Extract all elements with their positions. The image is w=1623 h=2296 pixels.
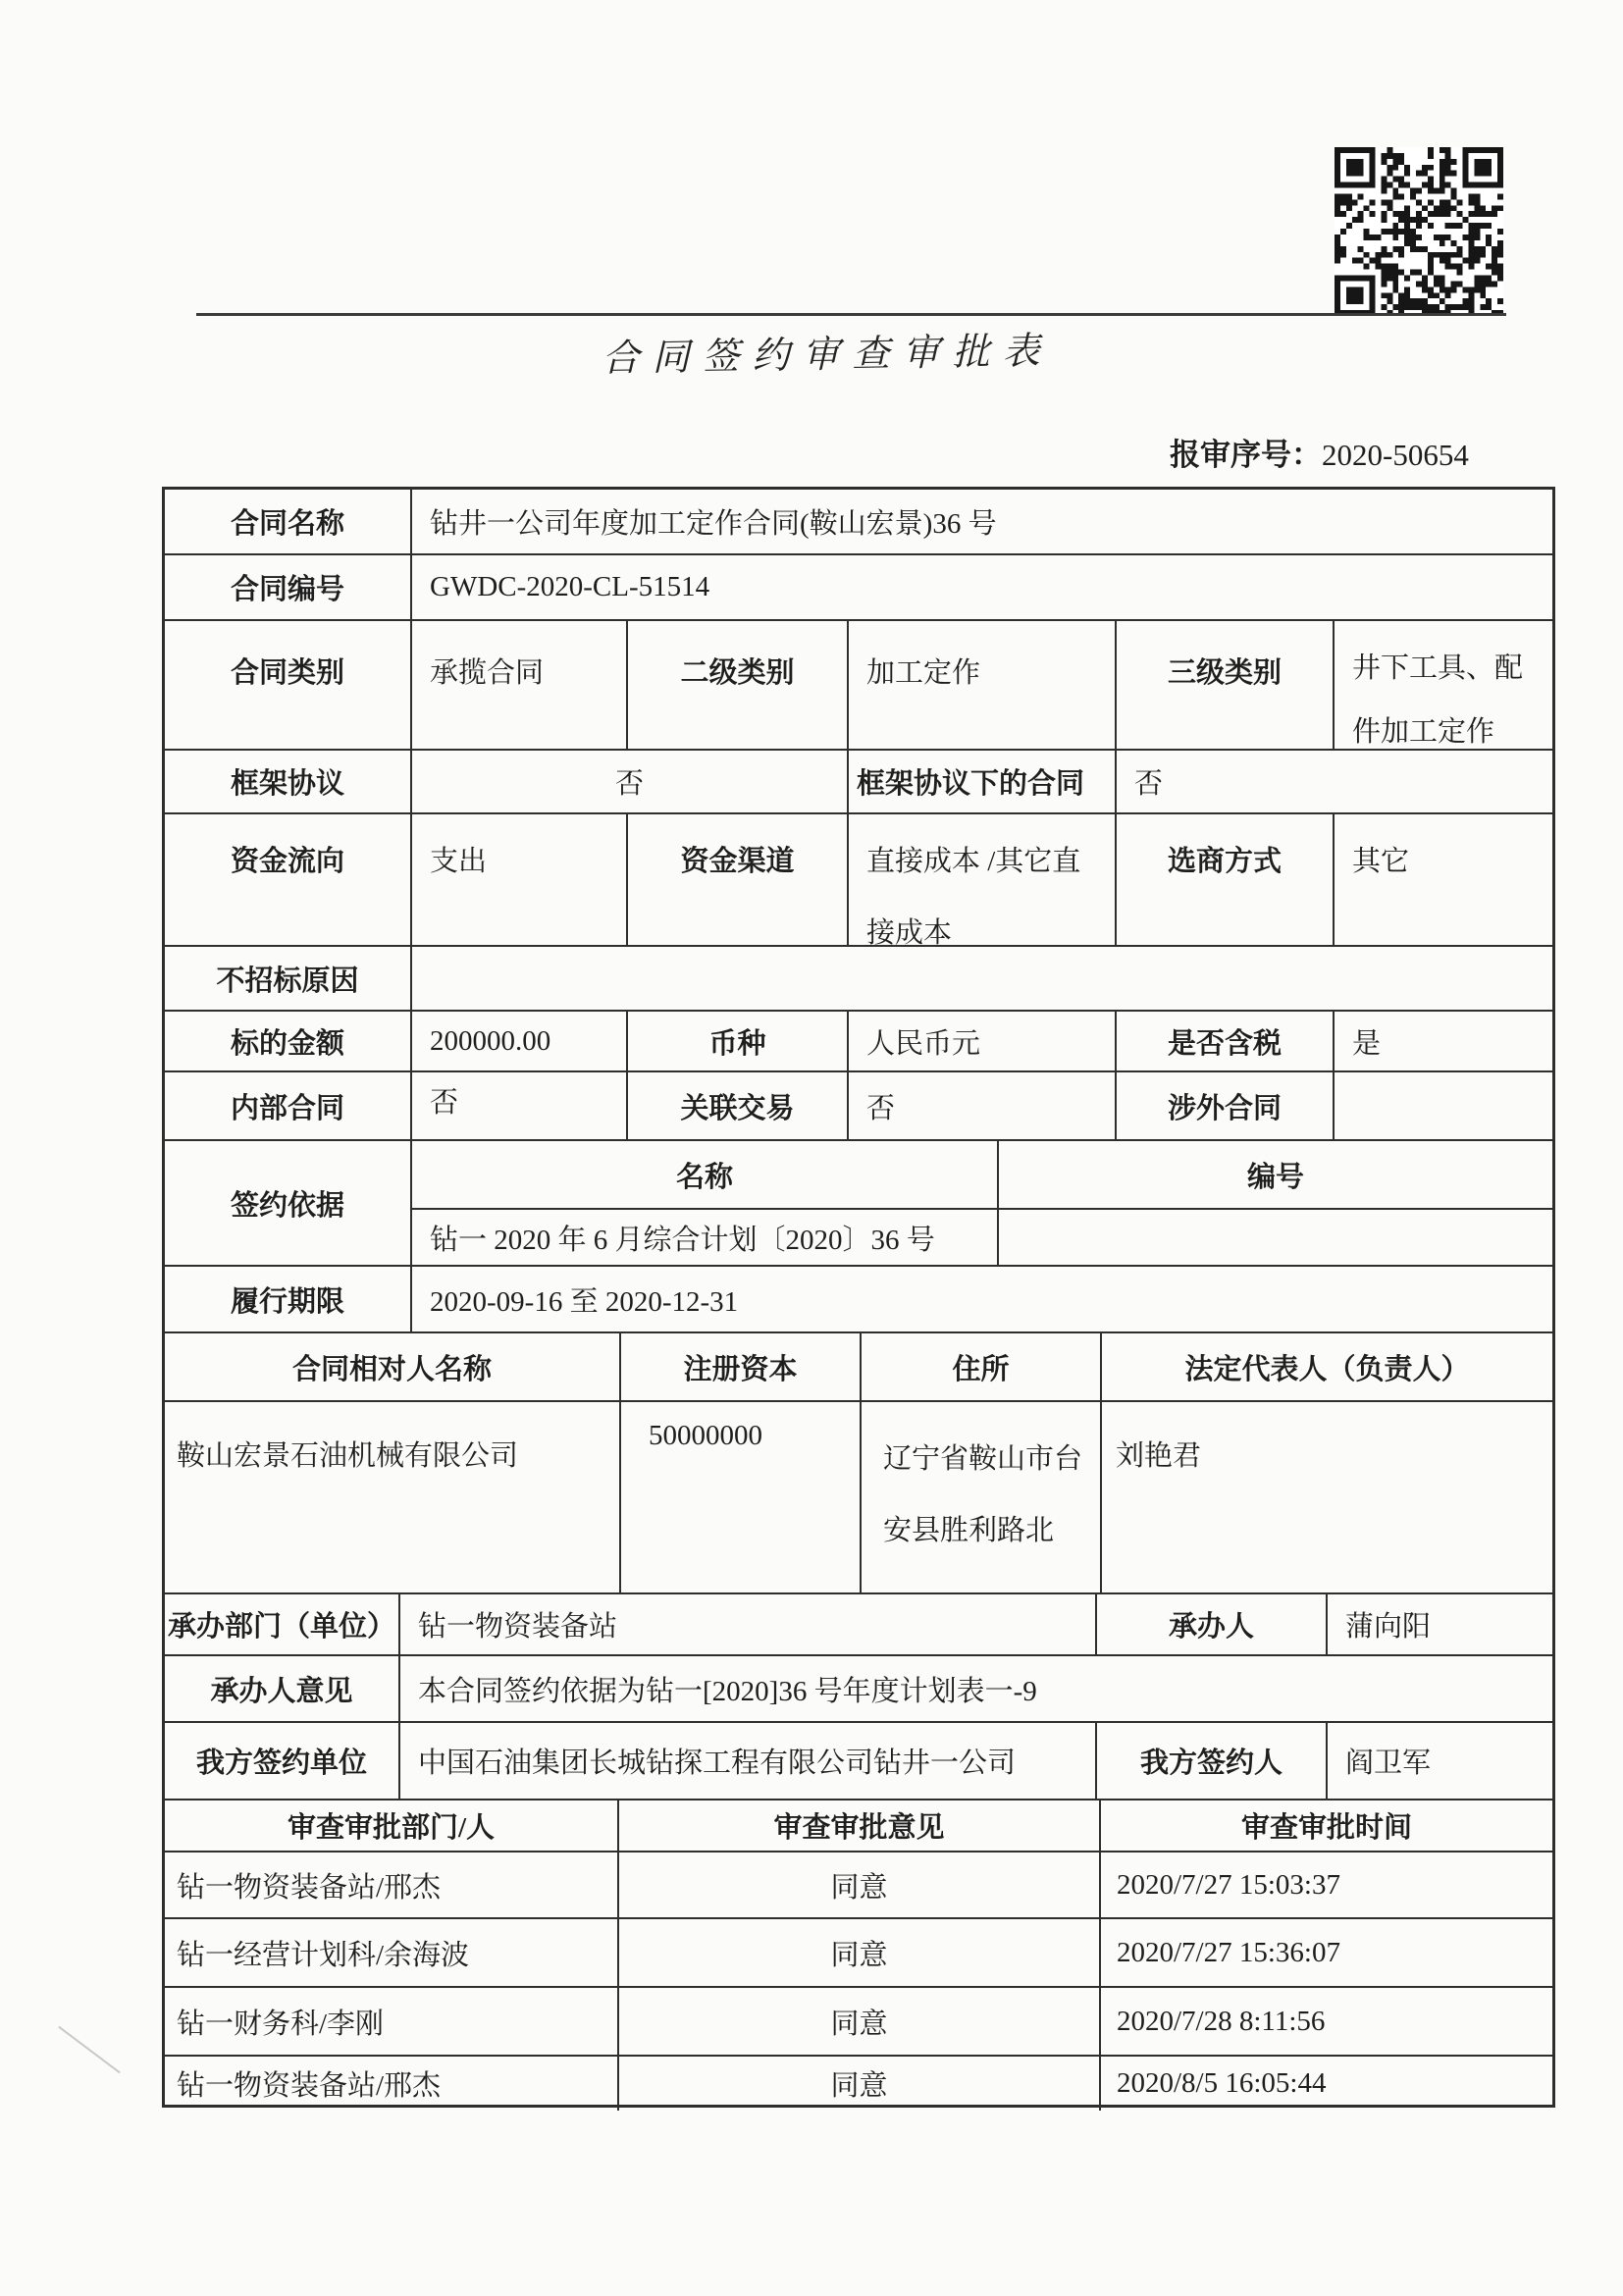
handler-opinion-label: 承办人意见 [165,1656,400,1721]
table-row [165,1333,1552,1402]
amount-value: 200000.00 [412,1012,628,1070]
approval-time: 2020/7/28 8:11:56 [1117,2005,1326,2037]
approval-time: 2020/8/5 16:05:44 [1117,2067,1327,2099]
table-row [165,1800,1552,1852]
no-bid-value [412,947,1552,1010]
approval-time-header: 审查审批时间 [1240,1812,1412,1844]
handler-person-label: 承办人 [1097,1594,1328,1654]
framework-sub-value: 否 [1134,768,1164,800]
funds-flow-label: 资金流向 [165,814,412,945]
approval-dept: 钻一物资装备站/邢杰 [165,1852,619,1917]
approval-opinion: 同意 [619,1919,1101,1986]
contract-name-value: 钻井一公司年度加工定作合同(鞍山宏景)36 号 [430,508,997,540]
our-signer-value: 阎卫军 [1345,1748,1432,1779]
approval-opinion-header: 审查审批意见 [619,1800,1101,1851]
table-row [165,947,1552,1012]
table-row [165,1072,1552,1141]
our-unit-label: 我方签约单位 [165,1723,400,1799]
approval-dept: 钻一经营计划科/余海波 [165,1919,619,1986]
table-row [165,1141,1552,1267]
basis-no-value [999,1210,1552,1265]
table-row [165,1402,1552,1594]
handler-dept-label: 承办部门（单位） [165,1594,400,1654]
framework-sub-label: 框架协议下的合同 [849,751,1117,812]
table-row [165,1656,1552,1723]
funds-flow-value: 支出 [412,814,628,945]
serial-label: 报审序号： [1170,438,1322,472]
approval-time: 2020/7/27 15:36:07 [1117,1936,1340,1968]
table-row [165,751,1552,814]
no-bid-label: 不招标原因 [165,947,412,1010]
basis-name-value: 钻一 2020 年 6 月综合计划〔2020〕36 号 [412,1210,999,1265]
basis-name-header: 名称 [412,1141,999,1208]
framework-value: 否 [412,751,849,812]
our-signer-label: 我方签约人 [1097,1723,1328,1799]
vendor-method-label: 选商方式 [1117,814,1335,945]
handler-opinion-value: 本合同签约依据为钻一[2020]36 号年度计划表一-9 [418,1675,1037,1707]
handler-person-value: 蒲向阳 [1345,1611,1432,1643]
category-l3-value: 井下工具、配件加工定作 [1352,652,1524,749]
basis-subtable [412,1141,1552,1265]
contract-name-label: 合同名称 [165,490,412,553]
table-row [165,555,1552,621]
approval-form-table [162,487,1555,2108]
counterparty-capital: 50000000 [621,1402,862,1592]
counterparty-name: 鞍山宏景石油机械有限公司 [165,1402,621,1592]
term-value: 2020-09-16 至 2020-12-31 [430,1285,739,1318]
table-row [165,621,1552,751]
qr-code [1335,147,1503,316]
page-title: 合同签约审查审批表 [602,330,1053,381]
category-l3-label: 三级类别 [1117,621,1335,749]
tax-label: 是否含税 [1117,1012,1335,1070]
internal-label: 内部合同 [165,1072,412,1139]
serial-number [1170,430,1469,474]
approval-opinion: 同意 [619,2057,1101,2111]
approval-dept: 钻一财务科/李刚 [165,1988,619,2055]
term-label: 履行期限 [165,1267,412,1331]
currency-value: 人民币元 [849,1012,1117,1070]
approval-opinion: 同意 [619,1852,1101,1917]
internal-value: 否 [412,1072,628,1139]
approval-row [165,2057,1552,2111]
related-label: 关联交易 [628,1072,849,1139]
our-unit-value: 中国石油集团长城钻探工程有限公司钻井一公司 [400,1723,1097,1799]
framework-label: 框架协议 [165,751,412,812]
approval-dept: 钻一物资装备站/邢杰 [165,2057,619,2111]
approval-opinion: 同意 [619,1988,1101,2055]
counterparty-address: 辽宁省鞍山市台安县胜利路北 [862,1402,1102,1592]
category-l2-value: 加工定作 [849,621,1117,749]
counterparty-legal: 刘艳君 [1116,1440,1202,1472]
amount-label: 标的金额 [165,1012,412,1070]
table-row [165,814,1552,947]
table-row [165,1723,1552,1800]
funds-channel-value: 直接成本 /其它直接成本 [849,814,1117,945]
foreign-label: 涉外合同 [1117,1072,1335,1139]
scan-crease [58,2026,120,2074]
counterparty-capital-header: 注册资本 [621,1333,862,1400]
contract-no-label: 合同编号 [165,555,412,619]
category-value: 承揽合同 [412,621,628,749]
table-row [165,1594,1552,1656]
approval-row [165,1852,1552,1919]
approval-row [165,1919,1552,1988]
qr-code-container [1335,147,1503,316]
contract-no-value: GWDC-2020-CL-51514 [430,571,710,602]
foreign-value [1335,1072,1552,1139]
approval-row [165,1988,1552,2057]
counterparty-legal-header: 法定代表人（负责人） [1184,1353,1470,1385]
tax-value: 是 [1352,1027,1382,1060]
table-row [165,1012,1552,1072]
currency-label: 币种 [628,1012,849,1070]
approval-time: 2020/7/27 15:03:37 [1117,1868,1340,1901]
handler-dept-value: 钻一物资装备站 [400,1594,1097,1654]
vendor-method-value: 其它 [1352,846,1410,877]
table-row [165,1267,1552,1333]
category-l2-label: 二级类别 [628,621,849,749]
table-row [165,490,1552,555]
funds-channel-label: 资金渠道 [628,814,849,945]
approval-dept-header: 审查审批部门/人 [165,1800,619,1851]
serial-value: 2020-50654 [1322,438,1469,472]
counterparty-address-header: 住所 [862,1333,1102,1400]
basis-no-header: 编号 [1246,1161,1304,1193]
related-value: 否 [849,1072,1117,1139]
basis-label: 签约依据 [165,1141,412,1265]
counterparty-name-header: 合同相对人名称 [165,1333,621,1400]
category-label: 合同类别 [165,621,412,749]
